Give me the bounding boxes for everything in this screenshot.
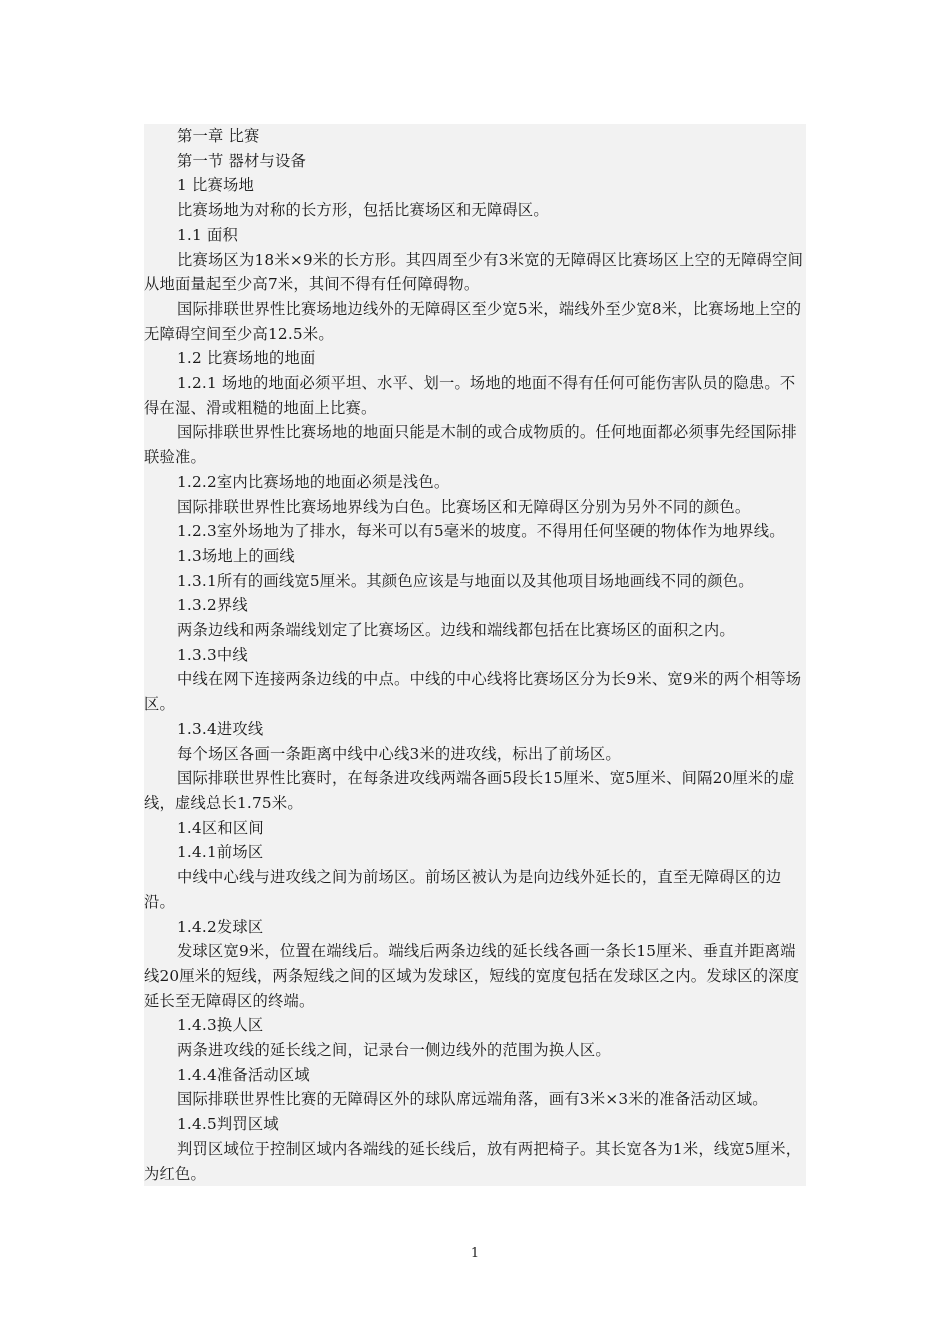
subsection-heading: 1.3.4进攻线 [177, 719, 264, 738]
subsection-heading: 1.1 面积 [177, 225, 238, 244]
paragraph: 中线中心线与进攻线之间为前场区。前场区被认为是向边线外延长的，直至无障碍区的边沿。 [144, 868, 782, 911]
subsection-heading: 1.4.1前场区 [177, 843, 264, 862]
section-heading: 第一节 器材与设备 [177, 151, 307, 170]
document-body [144, 124, 806, 1186]
subsection-heading: 1.4.4准备活动区域 [177, 1065, 310, 1084]
paragraph: 比赛场区为18米×9米的长方形。其四周至少有3米宽的无障碍区比赛场区上空的无障碍空间从地面量起至少高7米，其间不得有任何障碍物。 [144, 250, 804, 294]
subsection-heading: 1.4.2发球区 [177, 917, 264, 936]
subsection-heading: 1.2 比赛场地的地面 [177, 349, 316, 368]
page-number: 1 [470, 1246, 480, 1261]
paragraph: 1.3.1所有的画线宽5厘米。其颜色应该是与地面以及其他项目场地画线不同的颜色。 [177, 571, 754, 590]
paragraph: 判罚区域位于控制区域内各端线的延长线后，放有两把椅子。其长宽各为1米，线宽5厘米，为红色。 [144, 1139, 802, 1183]
paragraph: 1.2.1 场地的地面必须平坦、水平、划一。场地的地面不得有任何可能伤害队员的隐患。不得在湿、滑或粗糙的地面上比赛。 [144, 374, 796, 417]
subsection-heading: 1.4区和区间 [177, 818, 264, 837]
paragraph: 国际排联世界性比赛场地界线为白色。比赛场区和无障碍区分别为另外不同的颜色。 [177, 497, 751, 516]
paragraph: 国际排联世界性比赛时，在每条进攻线两端各画5段长15厘米、宽5厘米、间隔20厘米的虚线，虚线总长1.75米。 [144, 769, 795, 812]
paragraph: 两条边线和两条端线划定了比赛场区。边线和端线都包括在比赛场区的面积之内。 [177, 621, 735, 640]
subsection-heading: 1.3.3中线 [177, 645, 248, 664]
subsection-heading: 1.4.3换人区 [177, 1016, 264, 1035]
paragraph: 1.2.3室外场地为了排水，每米可以有5毫米的坡度。不得用任何坚硬的物体作为地界线。 [177, 522, 785, 541]
subsection-heading: 1.4.5判罚区域 [177, 1115, 279, 1134]
subsection-heading: 1 比赛场地 [177, 176, 254, 195]
paragraph: 国际排联世界性比赛场地边线外的无障碍区至少宽5米，端线外至少宽8米，比赛场地上空的无障碍空间至少高12.5米。 [144, 299, 802, 343]
paragraph: 两条进攻线的延长线之间，记录台一侧边线外的范围为换人区。 [177, 1041, 611, 1060]
paragraph: 中线在网下连接两条边线的中点。中线的中心线将比赛场区分为长9米、宽9米的两个相等场区。 [144, 670, 802, 714]
paragraph: 发球区宽9米，位置在端线后。端线后两条边线的延长线各画一条长15厘米、垂直并距离端线20厘米的短线，两条短线之间的区域为发球区，短线的宽度包括在发球区之内。发球区的深度延长至无障碍区的终端。 [144, 942, 800, 1010]
paragraph: 1.2.2室内比赛场地的地面必须是浅色。 [177, 472, 450, 491]
paragraph: 比赛场地为对称的长方形，包括比赛场区和无障碍区。 [177, 201, 549, 220]
paragraph: 每个场区各画一条距离中线中心线3米的进攻线，标出了前场区。 [177, 744, 621, 763]
subsection-heading: 1.3场地上的画线 [177, 546, 295, 565]
paragraph: 国际排联世界性比赛场地的地面只能是木制的或合成物质的。任何地面都必须事先经国际排联验准。 [144, 423, 797, 467]
subsection-heading: 1.3.2界线 [177, 596, 248, 615]
chapter-heading: 第一章 比赛 [177, 127, 260, 145]
paragraph: 国际排联世界性比赛的无障碍区外的球队席远端角落，画有3米×3米的准备活动区域。 [177, 1090, 768, 1109]
